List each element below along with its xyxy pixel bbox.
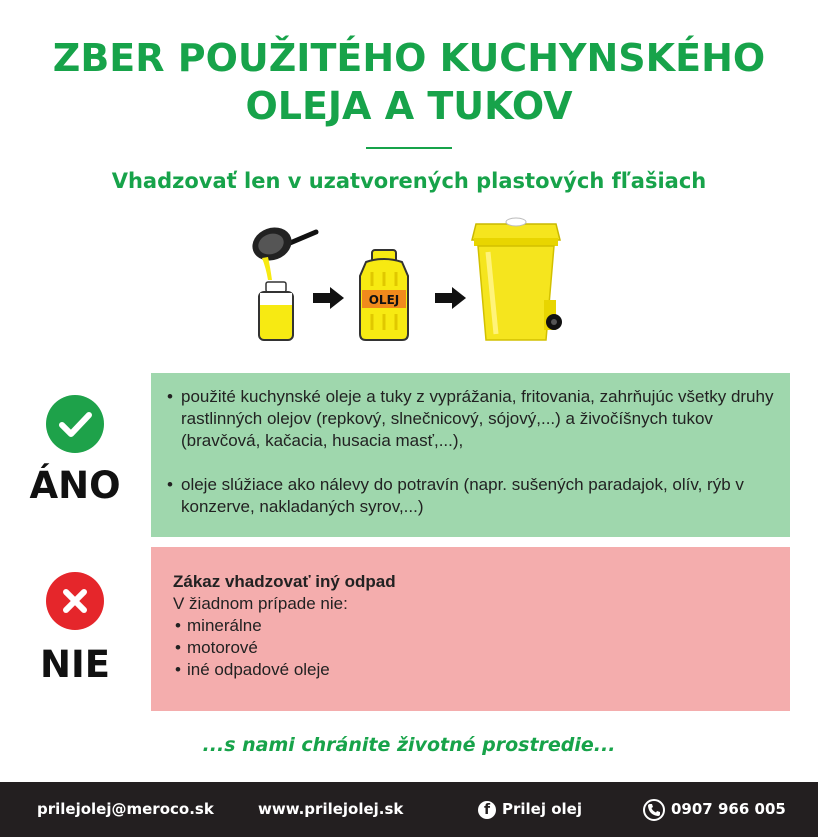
subtitle: Vhadzovať len v uzatvorených plastových fľašiach [111,169,707,193]
prohibited-intro: V žiadnom prípade nie: [173,594,348,613]
arrow-right-icon [435,287,466,309]
cross-icon [46,572,104,630]
allowed-list [165,386,785,518]
website-text: www.prilejolej.sk [258,800,404,818]
allowed-items-box [151,373,790,537]
email-text: prilejolej@meroco.sk [37,800,214,818]
arrow-right-icon [313,287,344,309]
phone-text: 0907 966 005 [671,800,786,818]
bottle-label: OLEJ [368,293,400,307]
no-badge [46,572,104,630]
prohibited-items-box [151,547,790,711]
slogan: ...s nami chránite životné prostredie... [202,734,616,756]
oil-bottle-icon [360,250,408,340]
waste-bin-icon [472,218,562,340]
footer-email-link[interactable] [37,782,214,837]
phone-icon [643,799,665,821]
process-illustration [0,0,818,360]
list-item: • motorové [173,637,773,659]
facebook-icon: f [478,801,496,819]
small-bottle-icon [259,282,293,340]
prohibited-list [173,571,773,681]
list-item: • minerálne [173,615,773,637]
footer [0,782,818,837]
footer-facebook-link[interactable] [478,782,582,837]
title-line-2: OLEJA A TUKOV [245,84,573,128]
footer-website-link[interactable] [258,782,403,837]
list-item: • použité kuchynské oleje a tuky z vyprážania, fritovania, zahrňujúc všetky druhy rastlinných olejov (repkový, slnečnicový, sójový,...) a živočíšnych tukov (bravčová, kačacia, husacia masť,...), [165,386,785,452]
list-item: • oleje slúžiace ako nálevy do potravín (napr. sušených paradajok, olív, rýb v konzerve, nakladaných syrov,...) [165,474,785,518]
frying-pan-icon [248,222,316,280]
check-icon [46,395,104,453]
list-item: • iné odpadové oleje [173,659,773,681]
no-label: NIE [39,643,110,686]
prohibited-heading: Zákaz vhadzovať iný odpad [173,572,396,591]
footer-phone-link[interactable] [643,782,786,837]
yes-label: ÁNO [29,464,121,507]
title-line-1: ZBER POUŽITÉHO KUCHYNSKÉHO [52,36,766,80]
facebook-text: Prilej olej [502,800,582,818]
yes-badge [46,395,104,453]
